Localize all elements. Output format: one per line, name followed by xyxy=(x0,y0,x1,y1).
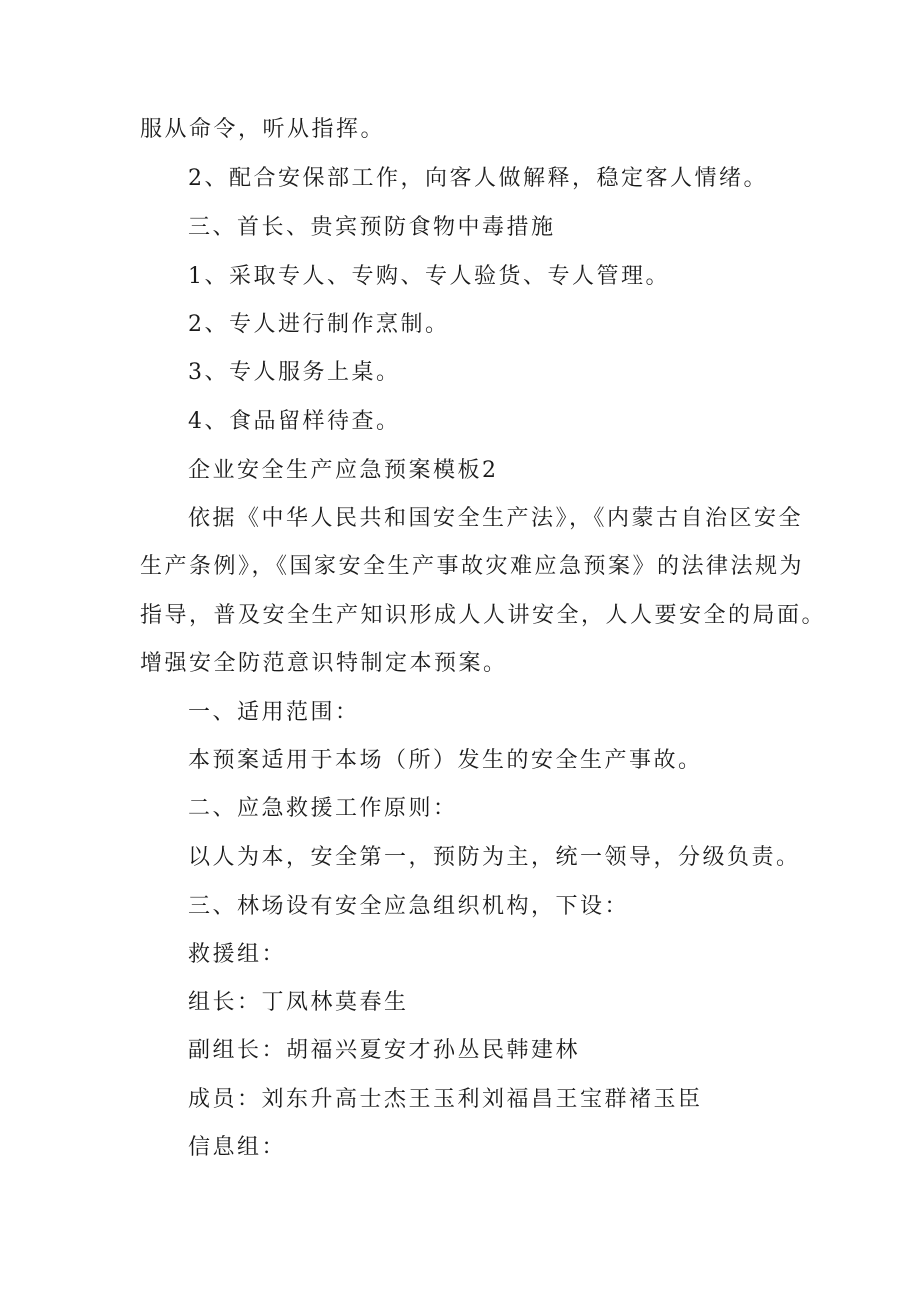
section-heading: 三、林场设有安全应急组织机构，下设： xyxy=(188,894,630,919)
text-line-item: 4、食品留样待查。 xyxy=(188,409,401,434)
section-heading: 一、适用范围： xyxy=(188,700,360,725)
paragraph-line: 以人为本，安全第一，预防为主，统一领导，分级负责。 xyxy=(188,845,801,870)
text-line-continuation: 服从命令，听从指挥。 xyxy=(140,117,386,142)
paragraph-line: 依据《中华人民共和国安全生产法》，《内蒙古自治区安全 xyxy=(188,506,804,531)
text-line-item: 1、采取专人、专购、专人验货、专人管理。 xyxy=(188,264,670,289)
group-heading: 信息组： xyxy=(188,1135,287,1160)
text-line-item: 2、配合安保部工作，向客人做解释，稳定客人情绪。 xyxy=(188,166,768,191)
text-line-item: 2、专人进行制作烹制。 xyxy=(188,312,450,337)
group-deputy-line: 副组长：胡福兴夏安才孙丛民韩建林 xyxy=(188,1038,581,1063)
section-heading: 二、应急救援工作原则： xyxy=(188,796,458,821)
group-heading: 救援组： xyxy=(188,942,287,967)
group-leader-line: 组长：丁凤林莫春生 xyxy=(188,990,409,1015)
paragraph-line: 指导，普及安全生产知识形成人人讲安全，人人要安全的局面。 xyxy=(140,603,827,628)
paragraph-line: 生产条例》，《国家安全生产事故灾难应急预案》的法律法规为 xyxy=(140,554,805,579)
document-title: 企业安全生产应急预案模板2 xyxy=(188,458,499,483)
group-members-line: 成员：刘东升高士杰王玉利刘福昌王宝群褚玉臣 xyxy=(188,1087,703,1112)
paragraph-line: 增强安全防范意识特制定本预案。 xyxy=(140,651,508,676)
paragraph-line: 本预案适用于本场（所）发生的安全生产事故。 xyxy=(188,748,703,773)
text-line-item: 3、专人服务上桌。 xyxy=(188,360,401,385)
section-heading: 三、首长、贵宾预防食物中毒措施 xyxy=(188,215,556,240)
